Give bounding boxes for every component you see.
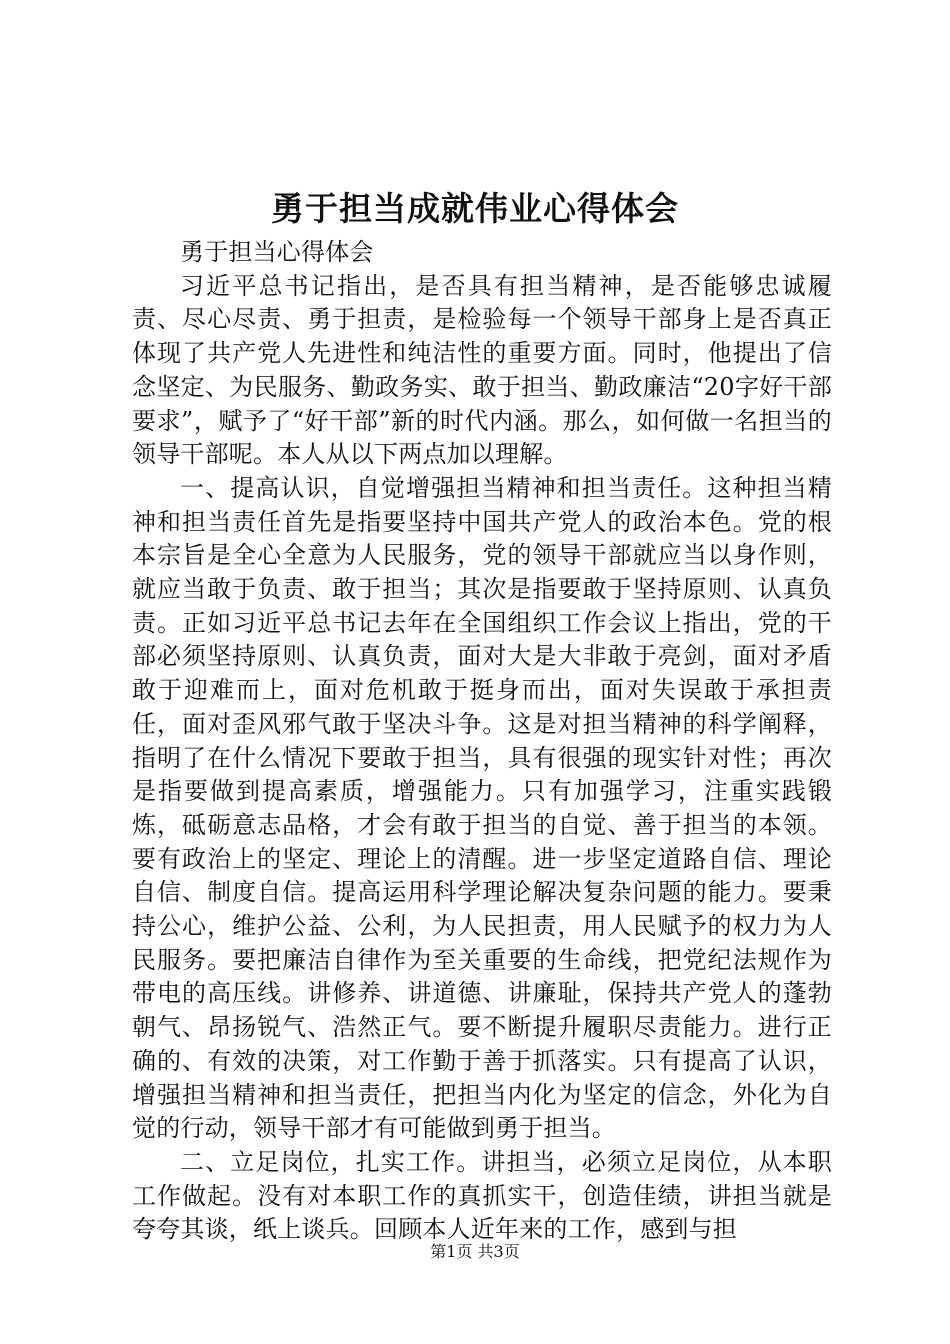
subtitle-paragraph: 勇于担当心得体会 bbox=[180, 238, 374, 266]
document-title: 勇于担当成就伟业心得体会 bbox=[271, 189, 679, 228]
section-two-paragraph: 二、立足岗位，扎实工作。讲担当，必须立足岗位，从本职工作做起。没有对本职工作的真抓实干，创造佳绩，讲担当就是夸夸其谈，纸上谈兵。回顾本人近年来的工作，感到与担 bbox=[132, 1147, 832, 1244]
document-body bbox=[132, 236, 832, 1247]
intro-paragraph: 习近平总书记指出，是否具有担当精神，是否能够忠诚履责、尽心尽责、勇于担责，是检验每一个领导干部身上是否真正体现了共产党人先进性和纯洁性的重要方面。同时，他提出了信念坚定、为民服务、勤政务实、敢于担当、勤政廉洁“20字好干部要求”，赋予了“好干部”新的时代内涵。那么，如何做一名担当的领导干部呢。本人从以下两点加以理解。 bbox=[132, 271, 832, 469]
section-one-paragraph: 一、提高认识，自觉增强担当精神和担当责任。这种担当精神和担当责任首先是指要坚持中国共产党人的政治本色。党的根本宗旨是全心全意为人民服务，党的领导干部就应当以身作则，就应当敢于负责、敢于担当；其次是指要敢于坚持原则、认真负责。正如习近平总书记去年在全国组织工作会议上指出，党的干部必须坚持原则、认真负责，面对大是大非敢于亮剑，面对矛盾敢于迎难而上，面对危机敢于挺身而出，面对失误敢于承担责任，面对歪风邪气敢于坚决斗争。这是对担当精神的科学阐释，指明了在什么情况下要敢于担当，具有很强的现实针对性；再次是指要做到提高素质，增强能力。只有加强学习，注重实践锻炼，砥砺意志品格，才会有敢于担当的自觉、善于担当的本领。要有政治上的坚定、理论上的清醒。进一步坚定道路自信、理论自信、制度自信。提高运用科学理论解决复杂问题的能力。要秉持公心，维护公益、公利，为人民担责，用人民赋予的权力为人民服务。要把廉洁自律作为至关重要的生命线，把党纪法规作为带电的高压线。讲修养、讲道德、讲廉耻，保持共产党人的蓬勃朝气、昂扬锐气、浩然正气。要不断提升履职尽责能力。进行正确的、有效的决策，对工作勤于善于抓落实。只有提高了认识，增强担当精神和担当责任，把担当内化为坚定的信念，外化为自觉的行动，领导干部才有可能做到勇于担当。 bbox=[132, 473, 832, 1143]
page-footer: 第1页 共3页 bbox=[430, 1242, 520, 1261]
